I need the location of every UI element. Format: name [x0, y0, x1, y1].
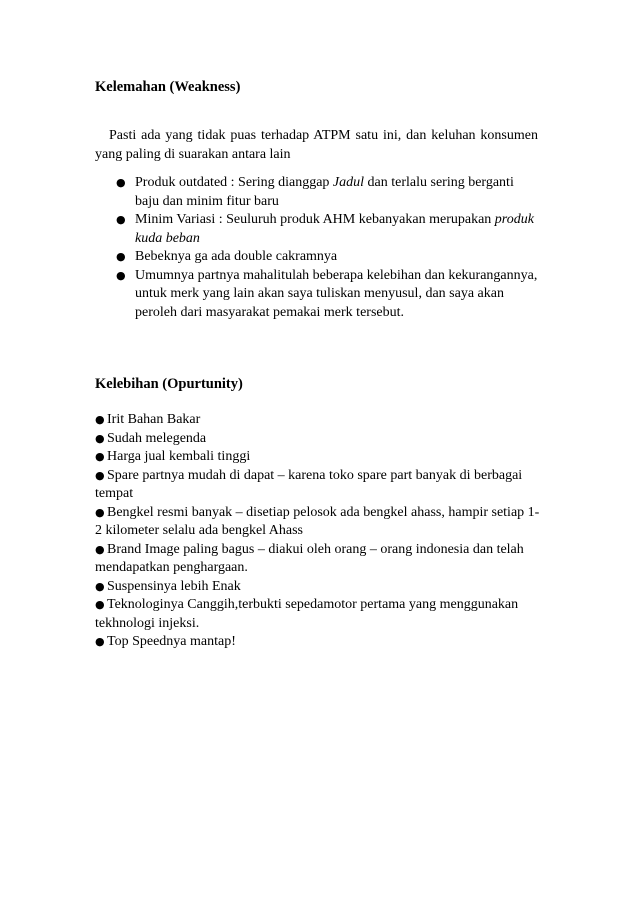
opportunity-list: [95, 411, 540, 652]
bullet-icon: ●: [95, 598, 105, 611]
opportunity-item: ● Sudah melegenda: [95, 430, 540, 449]
bullet-icon: ●: [116, 176, 126, 189]
bullet-icon: ●: [95, 542, 105, 556]
opportunity-item: ● Brand Image paling bagus – diakui oleh orang – orang indonesia dan telah mendapatkan penghargaan.: [95, 541, 524, 575]
weakness-item: ● Bebeknya ga ada double cakramnya: [95, 248, 540, 267]
bullet-icon: ●: [95, 635, 105, 648]
bullet-icon: ●: [95, 579, 105, 593]
opportunity-heading: Kelebihan (Opurtunity): [95, 376, 243, 392]
bullet-icon: ●: [116, 213, 126, 226]
weakness-item: ● Produk outdated : Sering dianggap Jadul dan terlalu sering berganti baju dan minim fitur baru: [116, 175, 514, 209]
opportunity-item: ● Top Speednya mantap!: [95, 633, 540, 652]
weakness-list: [95, 174, 540, 322]
opportunity-item: ● Teknologinya Canggih,terbukti sepedamotor pertama yang menggunakan tekhnologi injeksi.: [95, 597, 519, 631]
bullet-icon: ●: [116, 250, 126, 263]
bullet-icon: ●: [95, 505, 105, 519]
opportunity-item: ● Harga jual kembali tinggi: [95, 448, 540, 467]
opportunity-item: ● Bengkel resmi banyak – disetiap pelosok ada bengkel ahass, hampir setiap 1-2 kilometer selalu ada bengkel Ahass: [95, 504, 540, 538]
opportunity-item: ● Suspensinya lebih Enak: [95, 578, 540, 597]
bullet-icon: ●: [95, 413, 105, 426]
weakness-heading: Kelemahan (Weakness): [95, 79, 241, 95]
weakness-item: ● Minim Variasi : Seuluruh produk AHM kebanyakan merupakan produk kuda beban: [116, 212, 534, 246]
opportunity-item: ● Spare partnya mudah di dapat – karena toko spare part banyak di berbagai tempat: [95, 467, 523, 501]
opportunity-item: ● Irit Bahan Bakar: [95, 411, 540, 430]
bullet-icon: ●: [95, 431, 105, 445]
weakness-intro: Pasti ada yang tidak puas terhadap ATPM satu ini, dan keluhan konsumen yang paling di suarakan antara lain: [95, 128, 538, 162]
bullet-icon: ●: [95, 450, 105, 463]
bullet-icon: ●: [116, 268, 126, 282]
weakness-item: ● Umumnya partnya mahalitulah beberapa kelebihan dan kekurangannya, untuk merk yang lain akan saya tuliskan menyusul, dan saya akan peroleh dari masyarakat pemakai merk tersebut.: [116, 267, 538, 320]
bullet-icon: ●: [95, 468, 105, 482]
